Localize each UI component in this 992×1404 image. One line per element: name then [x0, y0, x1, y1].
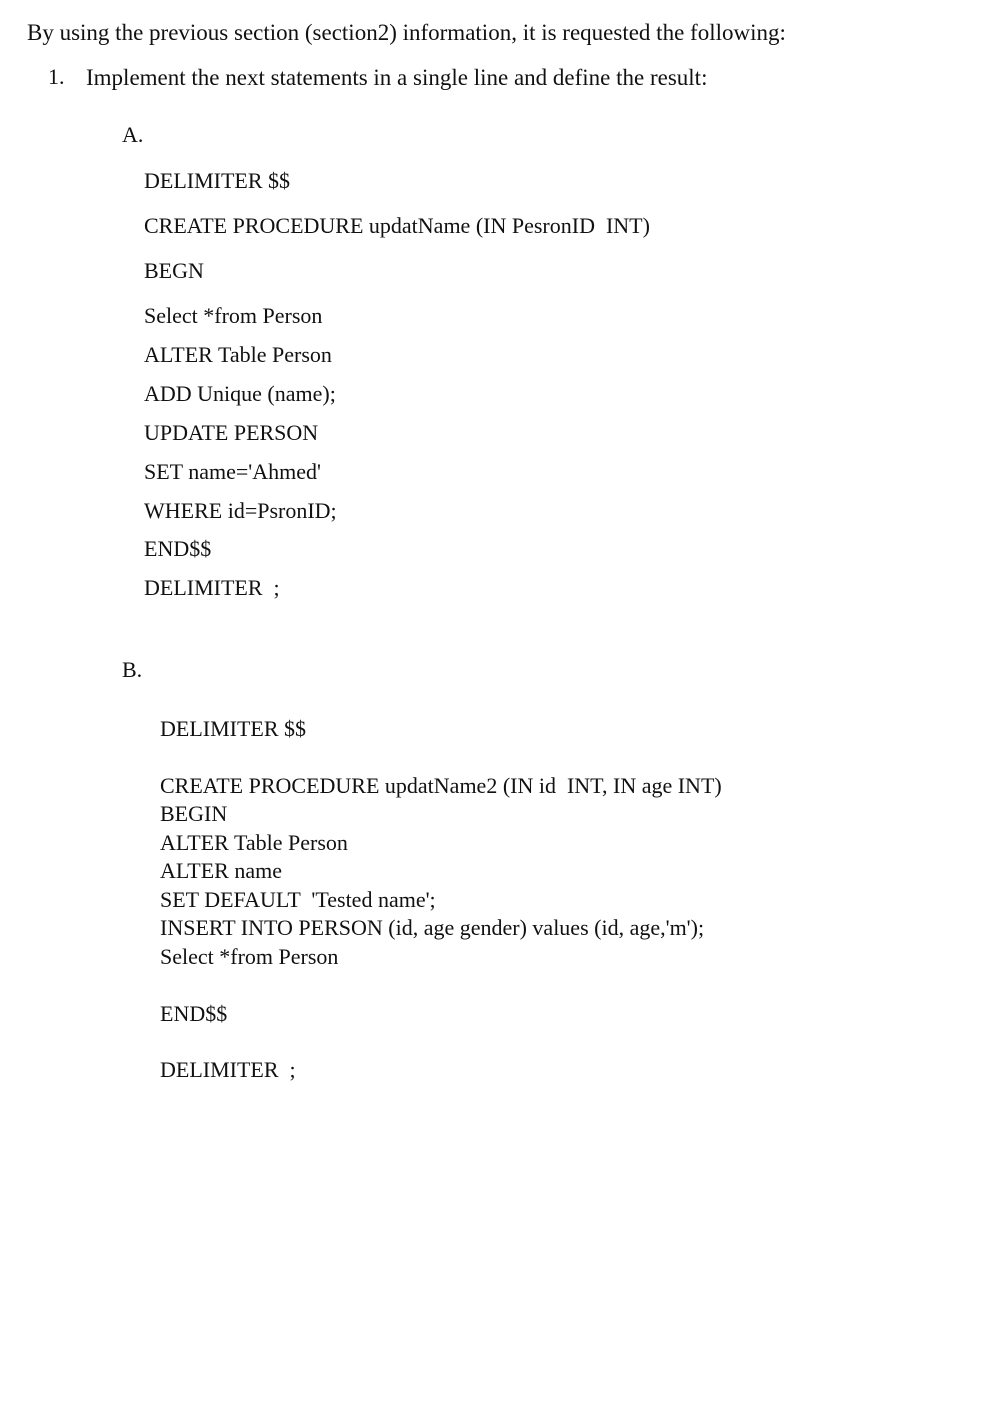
question-text: Implement the next statements in a single line and define the result:: [86, 65, 708, 90]
code-line: DELIMITER $$: [160, 716, 307, 741]
code-line: ADD Unique (name);: [144, 381, 336, 406]
code-line: CREATE PROCEDURE updatName2 (IN id INT, IN age INT): [160, 773, 722, 798]
code-line: SET DEFAULT 'Tested name';: [160, 887, 436, 912]
question-number: 1.: [48, 64, 65, 89]
code-line: DELIMITER ;: [160, 1057, 296, 1082]
code-line: BEGN: [144, 258, 204, 283]
part-a-label: A.: [122, 122, 144, 147]
code-line: ALTER name: [160, 858, 282, 883]
code-line: INSERT INTO PERSON (id, age gender) values (id, age,'m');: [160, 915, 705, 940]
code-line: Select *from Person: [160, 944, 339, 969]
code-line: Select *from Person: [144, 303, 323, 328]
code-line: DELIMITER $$: [144, 168, 291, 193]
code-line: ALTER Table Person: [160, 830, 348, 855]
code-line: END$$: [160, 1001, 228, 1026]
code-line: SET name='Ahmed': [144, 459, 321, 484]
code-line: WHERE id=PsronID;: [144, 498, 337, 523]
code-line: END$$: [144, 536, 212, 561]
code-line: UPDATE PERSON: [144, 420, 319, 445]
code-line: BEGIN: [160, 801, 228, 826]
part-b-label: B.: [122, 657, 143, 682]
code-line: CREATE PROCEDURE updatName (IN PesronID INT): [144, 213, 650, 238]
code-line: ALTER Table Person: [144, 342, 332, 367]
code-line: DELIMITER ;: [144, 575, 280, 600]
intro-paragraph: By using the previous section (section2) information, it is requested the following:: [27, 20, 786, 45]
